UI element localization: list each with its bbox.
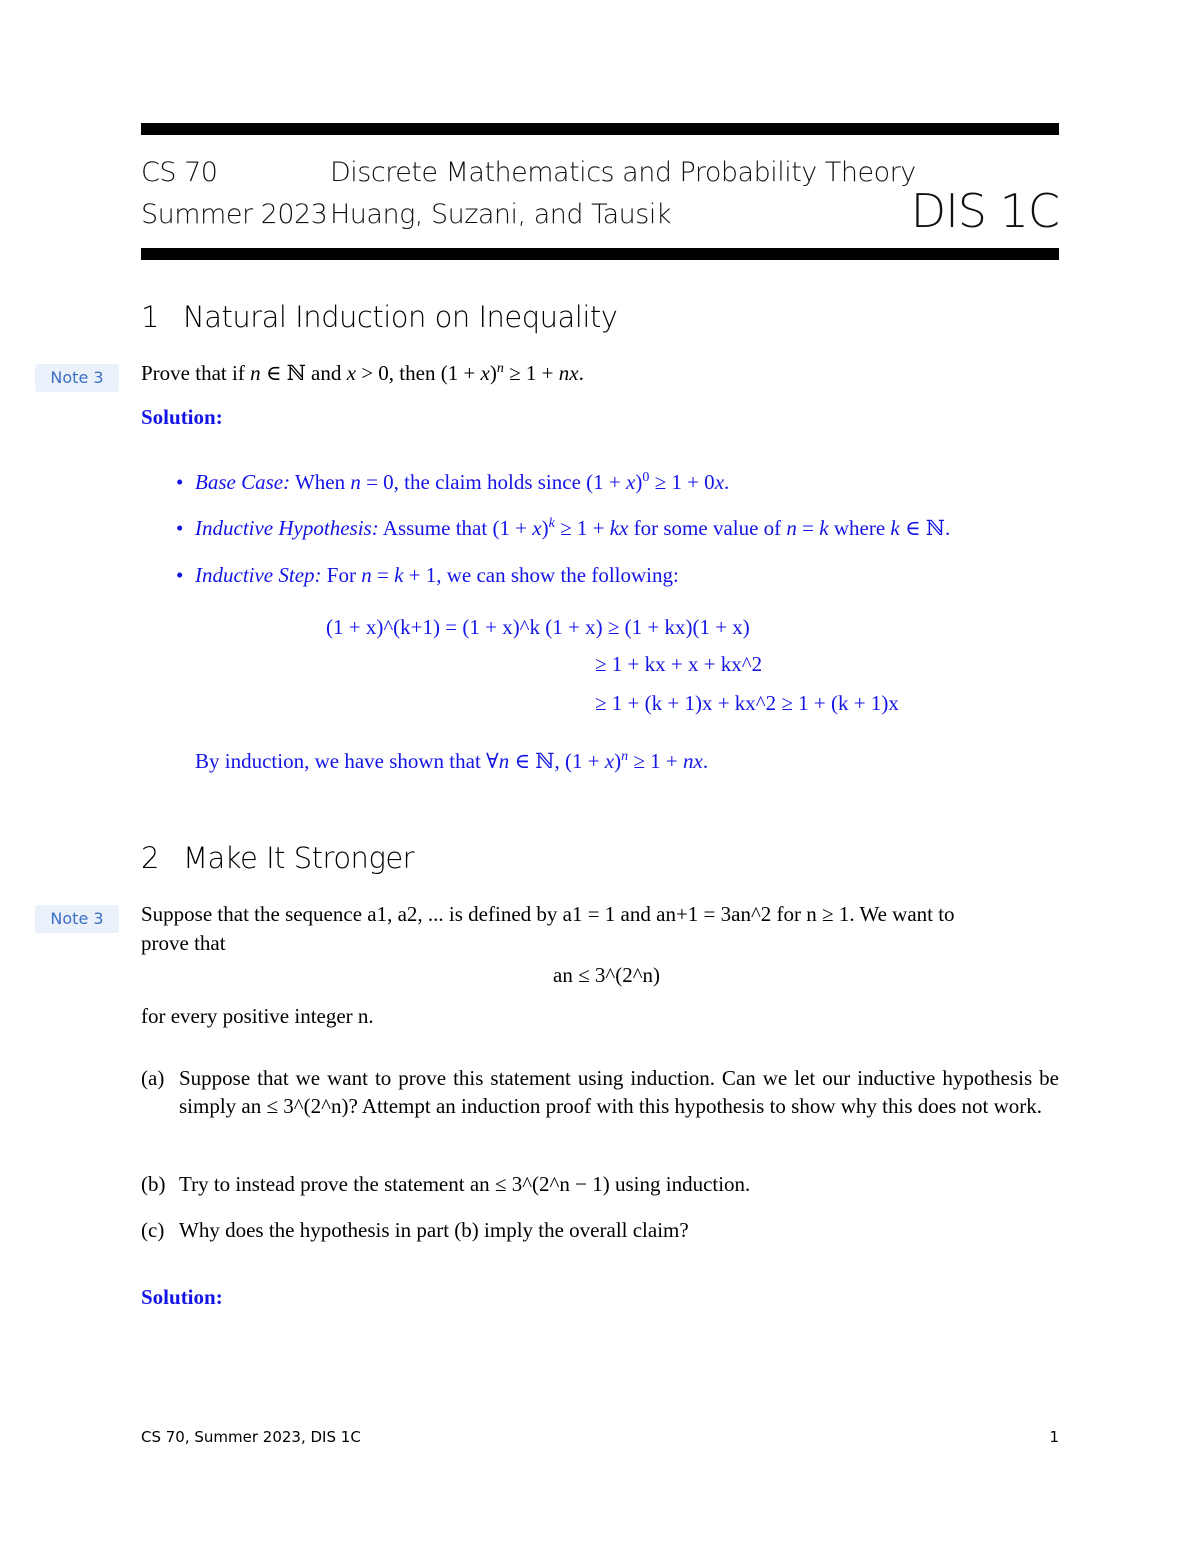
display-formula: an ≤ 3^(2^n) xyxy=(553,963,661,987)
section-2-heading xyxy=(141,841,414,875)
discussion-id: DIS 1C xyxy=(910,184,1059,238)
note-tag[interactable]: Note 3 xyxy=(35,364,119,392)
header-bottom-rule xyxy=(141,248,1059,260)
course-term: Summer 2023 xyxy=(141,199,328,230)
problem-2-after-formula: for every positive integer n. xyxy=(141,1004,374,1028)
section-title: Natural Induction on Inequality xyxy=(183,300,618,334)
header-top-rule xyxy=(141,123,1059,135)
bullet-marker: • xyxy=(176,516,184,540)
part-b-label: (b) xyxy=(141,1172,166,1196)
note-tag[interactable]: Note 3 xyxy=(35,905,119,933)
part-c-label: (c) xyxy=(141,1218,165,1242)
solution-label: Solution: xyxy=(141,1285,223,1309)
bullet-marker: • xyxy=(176,470,184,494)
equation-line-3: ≥ 1 + (k + 1)x + kx^2 ≥ 1 + (k + 1)x xyxy=(595,691,899,715)
inductive-step-bullet: Inductive Step: For n = k + 1, we can show the following: xyxy=(195,563,679,587)
problem-1-prompt: Prove that if n ∈ ℕ and x > 0, then $(1 + x)^n \ge 1$ + nx. xyxy=(141,361,584,385)
problem-2-intro-cont: prove that xyxy=(141,931,226,955)
course-subject: Discrete Mathematics and Probability Theory xyxy=(330,157,916,188)
part-a-text: Suppose that we want to prove this statement using induction. Can we let our inductive hypothesis be simply an ≤ 3^(2^n)? Attempt an induction proof with this hypothesis to show why this does not work. xyxy=(179,1066,1059,1118)
induction-conclusion: By induction, we have shown that ∀n ∈ ℕ, $(1 + x)^n \ge 1$ + nx. xyxy=(195,749,709,773)
inductive-hypothesis-bullet: Inductive Hypothesis: Assume that $(1 + x)^k \ge 1$ + kx for some value of n = k where k ∈ ℕ. xyxy=(195,516,951,540)
part-a-label: (a) xyxy=(141,1066,165,1090)
section-1-heading xyxy=(141,300,617,334)
section-number: 1 xyxy=(141,300,159,334)
bullet-marker: • xyxy=(176,563,184,587)
section-title: Make It Stronger xyxy=(183,841,415,875)
part-b-text: Try to instead prove the statement an ≤ 3^(2^n − 1) using induction. xyxy=(179,1172,751,1196)
part-c-text: Why does the hypothesis in part (b) imply the overall claim? xyxy=(179,1218,689,1242)
equation-line-1: (1 + x)^(k+1) = (1 + x)^k (1 + x) ≥ (1 + kx)(1 + x) xyxy=(326,615,750,639)
section-number: 2 xyxy=(141,841,159,875)
footer-course-info: CS 70, Summer 2023, DIS 1C xyxy=(141,1428,361,1446)
course-code: CS 70 xyxy=(141,157,218,188)
course-instructors: Huang, Suzani, and Tausik xyxy=(330,199,671,230)
problem-2-intro: Suppose that the sequence a1, a2, ... is defined by a1 = 1 and an+1 = 3an^2 for n ≥ 1. We want to xyxy=(141,902,955,926)
page-number: 1 xyxy=(1049,1428,1059,1446)
base-case-bullet: Base Case: When n = 0, the claim holds since $(1 + x)^0 \ge 1 + 0x$. xyxy=(195,470,730,494)
solution-label: Solution: xyxy=(141,405,223,429)
equation-line-2: ≥ 1 + kx + x + kx^2 xyxy=(595,652,763,676)
